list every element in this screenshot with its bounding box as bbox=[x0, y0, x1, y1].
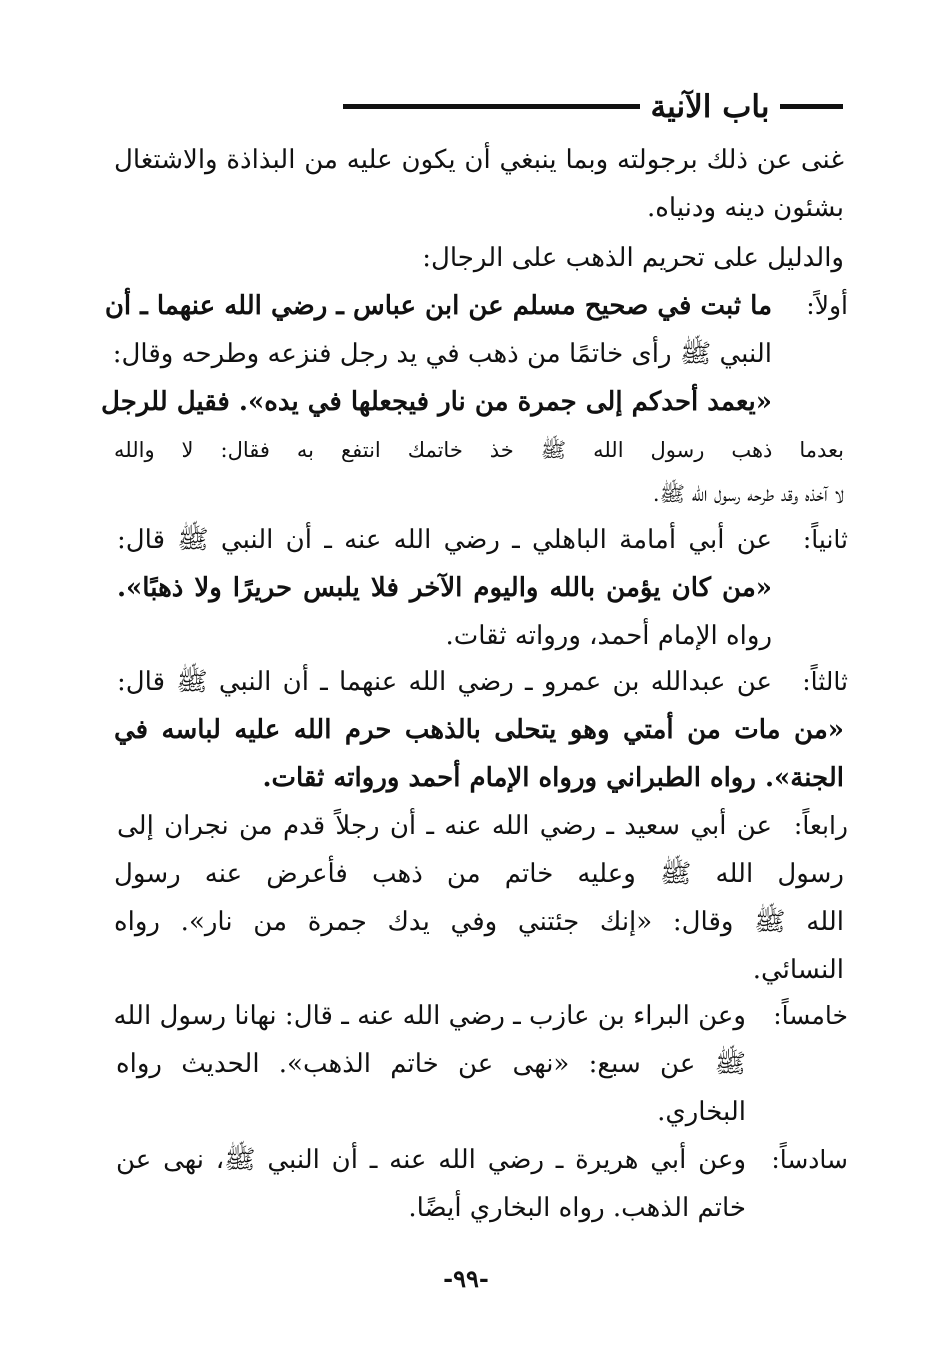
item-label-1: أولاً: bbox=[806, 291, 848, 320]
header-rule-right bbox=[788, 104, 836, 109]
item-2-line-1: عن أبي أمامة الباهلي ـ رضي الله عنه ـ أن النبي ﷺ قال: bbox=[117, 525, 772, 555]
item-1-line-4: بعدما ذهب رسول الله ﷺ خذ خاتمك انتفع به فقال: لا والله bbox=[114, 438, 844, 462]
item-5-line-1: وعن البراء بن عازب ـ رضي الله عنه ـ قال: نهانا رسول الله bbox=[113, 1001, 746, 1031]
item-4-line-4: النسائي. bbox=[752, 955, 844, 985]
item-4-line-3: الله ﷺ وقال: «إنك جئتني وفي يدك جمرة من نار». رواه bbox=[114, 907, 844, 937]
item-2-line-2: «من كان يؤمن بالله واليوم الآخر فلا يلبس حريرًا ولا ذهبًا». bbox=[117, 573, 772, 603]
item-1-line-2: النبي ﷺ رأى خاتمًا من ذهب في يد رجل فنزعه وطرحه وقال: bbox=[112, 339, 772, 369]
item-4-line-1: عن أبي سعيد ـ رضي الله عنه ـ أن رجلاً قدم من نجران إلى bbox=[117, 811, 772, 841]
item-2-line-3: رواه الإمام أحمد، ورواته ثقات. bbox=[445, 621, 772, 651]
item-1-line-3: «يعمد أحدكم إلى جمرة من نار فيجعلها في يده». فقيل للرجل bbox=[101, 387, 772, 417]
item-1-line-1: ما ثبت في صحيح مسلم عن ابن عباس ـ رضي الله عنهما ـ أن bbox=[104, 291, 772, 321]
evidence-heading: والدليل على تحريم الذهب على الرجال: bbox=[422, 243, 844, 273]
intro-line-2: بشئون دينه ودنياه. bbox=[647, 193, 844, 223]
page-number: -٩٩- bbox=[443, 1264, 489, 1293]
item-1-line-5: لا آخذه وقد طرحه رسول الله ﷺ. bbox=[652, 482, 844, 506]
item-label-4: رابعاً: bbox=[793, 811, 848, 840]
item-4-line-2: رسول الله ﷺ وعليه خاتم من ذهب فأعرض عنه رسول bbox=[114, 859, 844, 889]
chapter-title: باب الآنية bbox=[640, 82, 780, 132]
item-label-5: خامساً: bbox=[773, 1001, 848, 1030]
item-label-6: سادساً: bbox=[771, 1145, 848, 1174]
item-6-line-2: خاتم الذهب. رواه البخاري أيضًا. bbox=[408, 1193, 746, 1223]
item-5-line-2: ﷺ عن سبع: «نهى عن خاتم الذهب». الحديث رواه bbox=[116, 1049, 746, 1079]
item-label-3: ثالثاً: bbox=[802, 667, 848, 696]
item-label-2: ثانياً: bbox=[802, 525, 848, 554]
item-3-line-2: «من مات من أمتي وهو يتحلى بالذهب حرم الله عليه لباسه في bbox=[114, 715, 844, 745]
item-5-line-3: البخاري. bbox=[657, 1097, 746, 1127]
item-3-line-1: عن عبدالله بن عمرو ـ رضي الله عنهما ـ أن النبي ﷺ قال: bbox=[117, 667, 772, 697]
chapter-header bbox=[0, 82, 932, 132]
item-3-line-3: الجنة». رواه الطبراني ورواه الإمام أحمد ورواته ثقات. bbox=[262, 763, 844, 793]
intro-line-1: غنى عن ذلك برجولته وبما ينبغي أن يكون عليه من البذاذة والاشتغال bbox=[114, 145, 844, 175]
item-6-line-1: وعن أبي هريرة ـ رضي الله عنه ـ أن النبي ﷺ، نهى عن bbox=[116, 1145, 746, 1175]
